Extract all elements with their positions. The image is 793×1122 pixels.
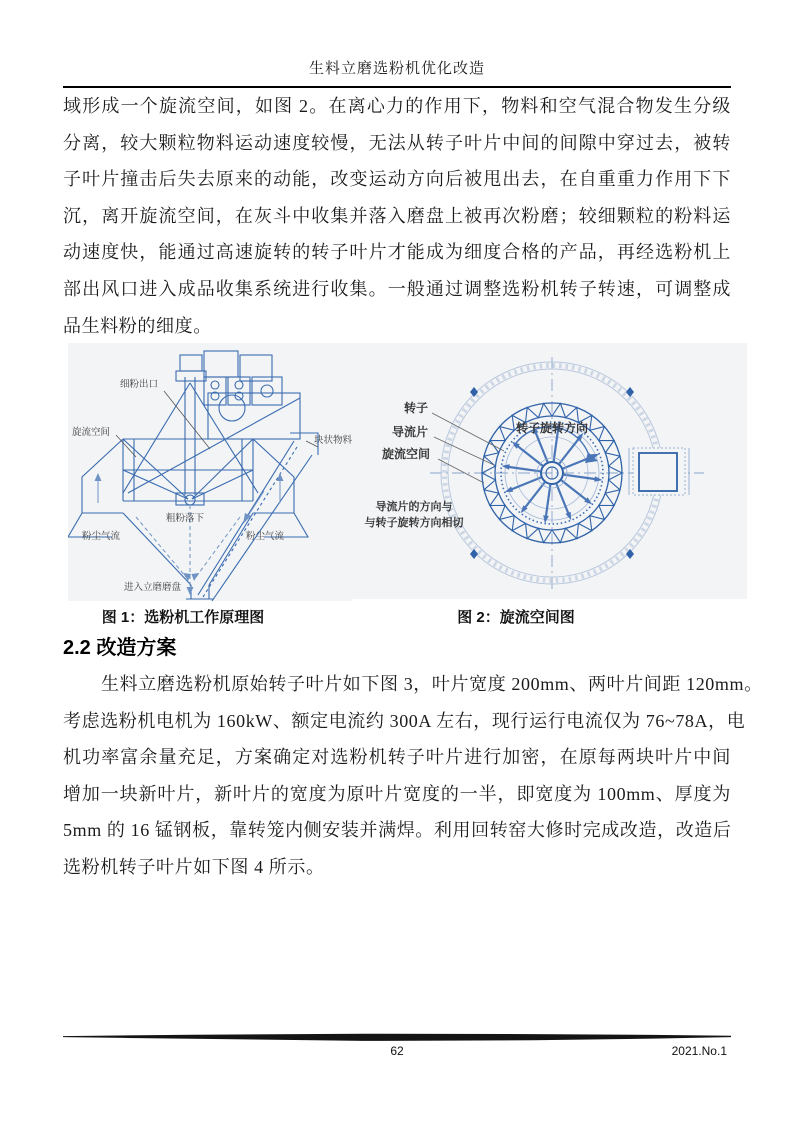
footer-issue: 2021.No.1 [671,1044,727,1058]
text-line: 考虑选粉机电机为 160kW、额定电流约 300A 左右，现行运行电流仅为 76~78A，电 [63,710,746,731]
fig1-label-dust-airflow-left: 粉尘气流 [82,531,121,542]
footer-page-number: 62 [390,1044,404,1058]
fig2-note-line1: 导流片的方向与 [375,501,453,513]
text-line: 域形成一个旋流空间，如图 2。在离心力的作用下，物料和空气混合物发生分级 [63,96,731,116]
fig2-label-tangent-note [352,499,476,531]
figure-2 [352,343,747,599]
text-line: 沉，离开旋流空间，在灰斗中收集并落入磨盘上被再次粉磨；较细颗粒的粉料运 [63,205,731,226]
figure-1-drawing [68,343,352,601]
fig2-label-rotor: 转子 [404,401,429,415]
paragraph-2 [63,666,763,886]
text-line: 品生料粉的细度。 [63,315,212,336]
fig2-label-rotation-direction: 转子旋转方向 [515,421,588,435]
fig1-label-dust-airflow-right: 粉尘气流 [246,531,285,542]
figure-2-caption: 图 2：旋流空间图 [457,609,575,626]
text-line: 部出风口进入成品收集系统进行收集。一般通过调整选粉机转子转速，可调整成 [63,278,731,299]
text-line: 动速度快，能通过高速旋转的转子叶片才能成为细度合格的产品，再经选粉机上 [63,242,731,263]
text-line: 子叶片撞击后失去原来的动能，改变运动方向后被甩出去，在自重重力作用下下 [63,169,731,190]
footer-rule [63,1033,731,1042]
fig2-label-swirl-space: 旋流空间 [382,447,431,461]
text-line: 分离，较大颗粒物料运动速度较慢，无法从转子叶片中间的间隙中穿过去，被转 [63,132,731,153]
fig1-label-into-mill-table: 进入立磨磨盘 [124,582,182,593]
text-line: 机功率富余量充足，方案确定对选粉机转子叶片进行加密，在原每两块叶片中间 [63,747,731,768]
fig1-label-lump-material: 块状物料 [314,435,353,446]
page-header [63,56,731,88]
text-line: 增加一块新叶片，新叶片的宽度为原叶片宽度的一半，即宽度为 100mm、厚度为 [63,783,731,804]
figure-1 [68,343,352,601]
text-line: 选粉机转子叶片如下图 4 所示。 [63,856,325,877]
fig2-label-guide-vane: 导流片 [392,425,429,439]
fig1-label-coarse-powder-falling: 粗粉落下 [166,513,205,524]
fig1-label-fine-powder-outlet: 细粉出口 [120,379,159,390]
figure-2-drawing [352,343,747,599]
section-heading: 2.2 改造方案 [63,637,177,659]
running-head-title: 生料立磨选粉机优化改造 [308,61,485,77]
figure-1-caption: 图 1：选粉机工作原理图 [101,609,265,626]
paragraph-1 [63,88,731,344]
text-line: 5mm 的 16 锰钢板，靠转笼内侧安装并满焊。利用回转窑大修时完成改造，改造后 [63,820,732,841]
fig1-label-swirl-space: 旋流空间 [72,427,111,438]
fig2-note-line2: 与转子旋转方向相切 [364,517,464,529]
text-line: 生料立磨选粉机原始转子叶片如下图 3，叶片宽度 200mm、两叶片间距 120mm。 [101,674,763,694]
